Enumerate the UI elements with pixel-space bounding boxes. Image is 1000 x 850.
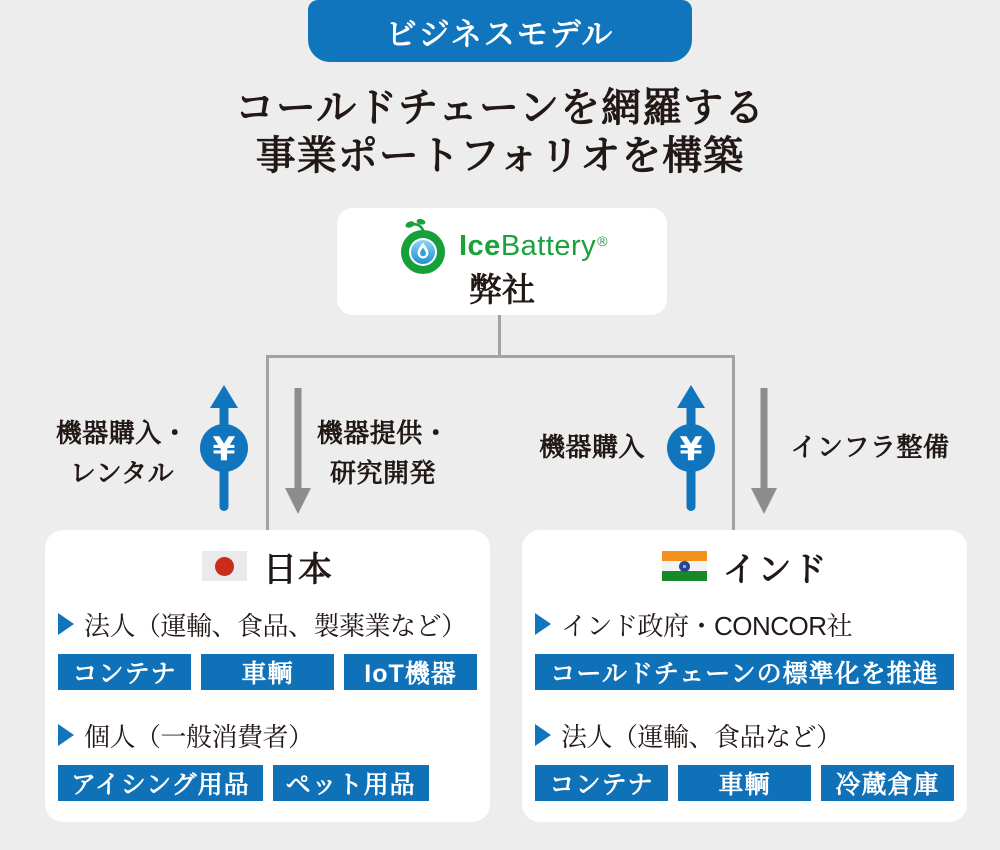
page-title-line1: コールドチェーンを網羅する <box>234 86 766 130</box>
tag: 車輌 <box>678 765 811 801</box>
tag: コンテナ <box>58 654 191 690</box>
logo-word-battery: Battery <box>500 229 597 262</box>
label-equipment-provision-rnd <box>299 413 467 493</box>
japan-corporate-tags <box>58 654 477 690</box>
tag: 車輌 <box>201 654 334 690</box>
icebattery-logo-icon <box>396 217 450 275</box>
connector-horizontal <box>266 355 735 358</box>
japan-flag-icon <box>202 551 247 581</box>
india-header <box>522 530 967 589</box>
page-title <box>0 84 1000 180</box>
triangle-bullet-icon <box>58 613 74 635</box>
yen-symbol: ¥ <box>212 429 236 468</box>
label-line: 研究開発 <box>329 458 436 488</box>
india-flag-icon <box>662 551 707 581</box>
company-name: 弊社 <box>469 271 535 308</box>
label-infrastructure: インフラ整備 <box>790 432 950 462</box>
label-equipment-purchase: 機器購入 <box>538 432 645 462</box>
page-title-line2: 事業ポートフォリオを構築 <box>255 134 745 178</box>
japan-box <box>45 530 490 822</box>
tag-wide: コールドチェーンの標準化を推進 <box>535 654 954 690</box>
india-corporate-tags <box>535 765 954 801</box>
japan-bullet-corporate <box>58 608 477 640</box>
japan-individual-tags <box>58 765 477 801</box>
india-box <box>522 530 967 822</box>
tag: コンテナ <box>535 765 668 801</box>
india-flag-chakra <box>679 561 690 572</box>
tag: アイシング用品 <box>58 765 263 801</box>
india-standardization-tag-row <box>535 654 954 690</box>
icebattery-logo-text <box>459 230 608 263</box>
bullet-text: 法人（運輸、食品など） <box>561 721 842 752</box>
bullet-text: インド政府・CONCOR社 <box>561 610 853 641</box>
money-up-arrow-japan <box>200 385 248 513</box>
tag: IoT機器 <box>344 654 477 690</box>
japan-header <box>45 530 490 589</box>
connector-stem <box>498 315 501 357</box>
japan-bullet-individual <box>58 719 477 751</box>
section-badge-label: ビジネスモデル <box>385 16 615 52</box>
bullet-text: 個人（一般消費者） <box>84 721 314 752</box>
label-equipment-purchase-rental <box>38 413 206 493</box>
triangle-bullet-icon <box>535 724 551 746</box>
logo-word-ice: Ice <box>458 229 501 262</box>
yen-symbol: ¥ <box>679 429 703 468</box>
label-line: 機器提供・ <box>316 418 450 448</box>
india-bullet-corporate <box>535 719 954 751</box>
japan-name: 日本 <box>263 550 333 589</box>
tag: ペット用品 <box>273 765 429 801</box>
tag: 冷蔵倉庫 <box>821 765 954 801</box>
india-flag-saffron <box>662 551 707 561</box>
label-line: 機器購入・ <box>55 418 189 448</box>
section-badge <box>308 0 692 62</box>
triangle-bullet-icon <box>535 613 551 635</box>
india-flag-green <box>662 571 707 581</box>
triangle-bullet-icon <box>58 724 74 746</box>
bullet-text: 法人（運輸、食品、製薬業など） <box>84 610 467 641</box>
company-node <box>337 208 667 315</box>
label-line: レンタル <box>69 458 175 488</box>
india-name: インド <box>722 550 828 589</box>
japan-flag-sun <box>215 557 234 576</box>
registered-mark: ® <box>597 232 609 249</box>
india-bullet-government <box>535 608 954 640</box>
connector-vertical-japan <box>266 355 269 530</box>
connector-vertical-india <box>732 355 735 530</box>
supply-down-arrow-india <box>751 388 777 514</box>
icebattery-logo <box>337 208 667 275</box>
